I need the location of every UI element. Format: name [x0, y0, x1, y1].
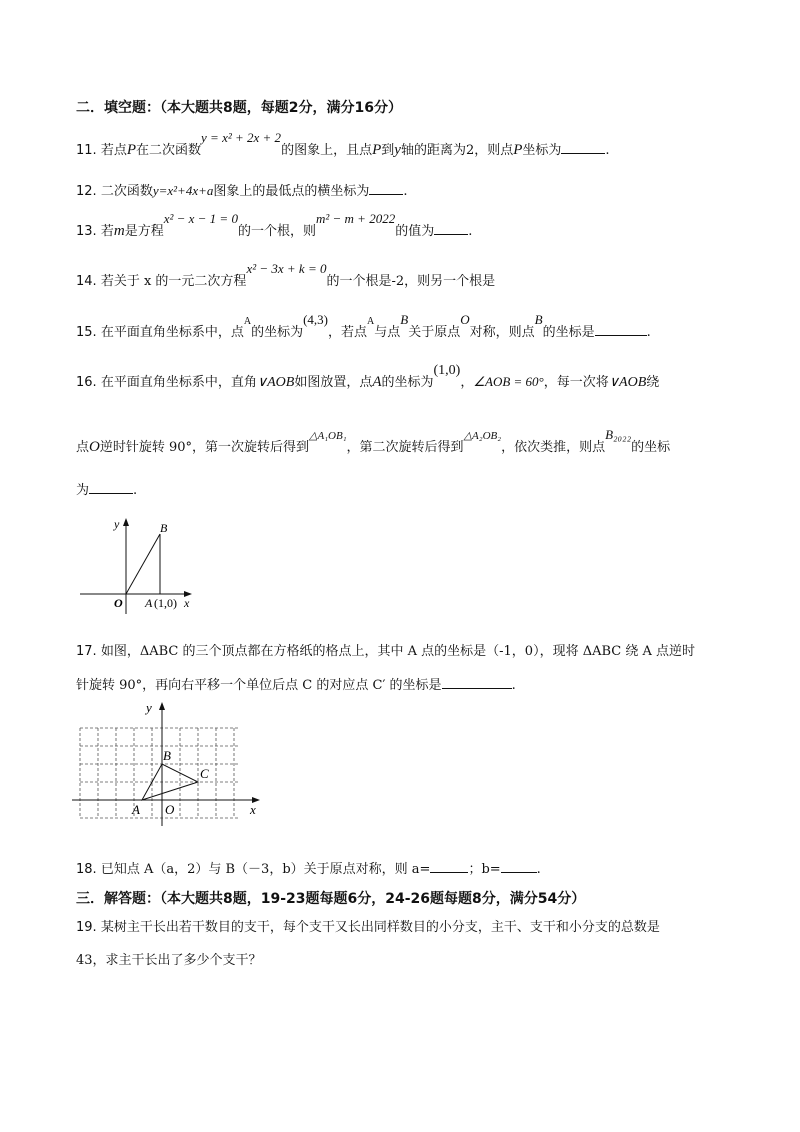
question-19: [76, 919, 660, 937]
question-16-line-3: [76, 481, 137, 500]
text: 已知点 A（a，2）与 B（－3，b）关于原点对称，则 a=: [100, 862, 431, 877]
equation: x² − 3x + k = 0: [246, 261, 327, 276]
text: 点: [76, 440, 90, 455]
point-a: A: [367, 316, 375, 327]
section-heading-fill-in: 二．填空题：（本大题共8题，每题2分，满分16分）: [76, 100, 402, 116]
text: 的坐标为: [381, 375, 434, 390]
grid: [80, 728, 240, 818]
question-number: 17.: [76, 644, 97, 659]
text: 43，求主干长出了多少个支干？: [76, 953, 262, 968]
question-18: [76, 860, 541, 879]
text: 关于原点: [408, 325, 461, 340]
triangle-a1ob1: △A₁OB₁: [309, 430, 347, 442]
text: 与点: [374, 325, 401, 340]
answer-blank[interactable]: [561, 141, 605, 154]
answer-blank[interactable]: [442, 676, 512, 689]
var-y: y: [394, 142, 401, 158]
coordinate: (4,3): [303, 312, 329, 327]
question-number: 11.: [76, 143, 97, 158]
coordinate: (1,0): [433, 363, 461, 378]
figure-q16: [80, 516, 210, 616]
question-number: 15.: [76, 325, 97, 340]
point-a: A: [243, 316, 252, 327]
text: ，: [460, 375, 474, 390]
text: .: [605, 143, 610, 158]
question-13: [76, 211, 473, 241]
question-number: 13.: [76, 224, 97, 239]
question-12: [76, 182, 408, 201]
text: 在平面直角坐标系中，点: [100, 325, 244, 340]
question-number: 16.: [76, 375, 97, 390]
text: 是方程: [124, 224, 164, 239]
var-m: m: [113, 223, 125, 239]
question-19-line-2: [76, 952, 262, 970]
label-o: O: [114, 596, 123, 610]
text: 若关于 x 的一元二次方程: [100, 274, 247, 289]
y-arrow: [123, 518, 129, 526]
label-x: x: [250, 802, 256, 817]
angle: ∠AOB = 60°: [473, 374, 544, 389]
text: 绕: [646, 375, 660, 390]
text: 轴的距离为2，则点: [400, 143, 514, 158]
question-number: 18.: [76, 862, 97, 877]
text: 图象上的最低点的横坐标为: [213, 184, 370, 199]
text: 若: [100, 224, 114, 239]
question-14: [76, 261, 496, 291]
label-x: x: [184, 596, 190, 610]
question-number: 12.: [76, 184, 97, 199]
point-b: B: [400, 312, 409, 327]
text: 在二次函数: [136, 143, 202, 158]
point-b: B: [534, 312, 543, 327]
answer-blank-b[interactable]: [501, 860, 537, 873]
figure-q17: [70, 698, 270, 828]
point-a: A: [372, 374, 382, 390]
equation: x² − x − 1 = 0: [163, 211, 238, 226]
question-16: [76, 363, 660, 392]
answer-blank[interactable]: [595, 323, 647, 336]
triangle-a2ob2: △A₂OB₂: [463, 430, 502, 442]
text: 如图，ΔABC 的三个顶点都在方格纸的格点上，其中 A 点的坐标是（-1，0），现将 ΔABC 绕 A 点逆时: [100, 644, 696, 659]
question-15: [76, 312, 651, 343]
text: 的坐标: [631, 440, 671, 455]
answer-blank[interactable]: [89, 481, 133, 494]
text: 到: [381, 143, 395, 158]
text: 逆时针旋转 90°，第一次旋转后得到: [99, 440, 310, 455]
text: 为: [76, 483, 90, 498]
question-17-line-2: [76, 676, 516, 695]
text: 针旋转 90°，再向右平移一个单位后点 C 的对应点 C′ 的坐标是: [76, 678, 442, 693]
text: .: [403, 184, 408, 199]
text: 某树主干长出若干数目的支干，每个支干又长出同样数目的小分支，主干、支干和小分支的总数是: [100, 920, 660, 935]
answer-blank[interactable]: [369, 182, 403, 195]
question-16-line-2: [76, 427, 671, 457]
label-c: C: [200, 766, 209, 781]
text: ；b=: [468, 862, 501, 877]
text: 坐标为: [522, 143, 562, 158]
answer-blank[interactable]: [434, 222, 468, 235]
text: .: [133, 483, 138, 498]
text: .: [646, 325, 651, 340]
question-11: [76, 130, 610, 160]
label-o: O: [165, 802, 175, 817]
formula: y = x² + 2x + 2: [201, 130, 282, 145]
label-y: y: [146, 700, 152, 715]
text: 的一个根是-2，则另一个根是: [326, 274, 496, 289]
var-p: P: [372, 142, 382, 158]
question-number: 19.: [76, 920, 97, 935]
var-p: P: [513, 142, 523, 158]
triangle-aob: ∨AOB: [608, 375, 647, 390]
expression: m² − m + 2022: [315, 211, 396, 226]
question-number: 14.: [76, 274, 97, 289]
text: 对称，则点: [469, 325, 535, 340]
answer-blank-a[interactable]: [430, 860, 468, 873]
origin-o: O: [89, 439, 100, 455]
text: .: [468, 224, 473, 239]
side-ob: [126, 534, 160, 594]
formula: y=x²+4x+a: [152, 183, 214, 198]
point-b2022: B₂₀₂₂: [605, 427, 632, 442]
origin-o: O: [460, 312, 470, 327]
text: 的一个根，则: [237, 224, 316, 239]
text: 二次函数: [100, 184, 153, 199]
text: .: [536, 862, 541, 877]
text: 若点: [100, 143, 127, 158]
label-y: y: [114, 517, 120, 531]
y-arrow: [159, 702, 165, 710]
text: ，若点: [328, 325, 368, 340]
text: 的图象上，且点: [281, 143, 373, 158]
text: 如图放置，点: [294, 375, 373, 390]
text: 在平面直角坐标系中，直角: [100, 375, 257, 390]
text: ，每一次将: [543, 375, 609, 390]
section-heading-solutions: 三．解答题：（本大题共8题，19-23题每题6分，24-26题每题8分，满分54分）: [76, 891, 586, 907]
label-b: B: [163, 748, 171, 763]
text: .: [511, 678, 516, 693]
question-17: [76, 643, 695, 661]
label-a-coord: (1,0): [154, 596, 177, 610]
text: ，依次类推，则点: [501, 440, 606, 455]
text: 的坐标是: [542, 325, 595, 340]
text: 的值为: [395, 224, 435, 239]
label-a: A: [145, 596, 153, 610]
label-b: B: [160, 521, 168, 535]
text: 的坐标为: [251, 325, 304, 340]
triangle-aob: ∨AOB: [256, 375, 295, 390]
label-a: A: [132, 802, 140, 817]
var-p: P: [126, 142, 137, 158]
text: ，第二次旋转后得到: [346, 440, 464, 455]
